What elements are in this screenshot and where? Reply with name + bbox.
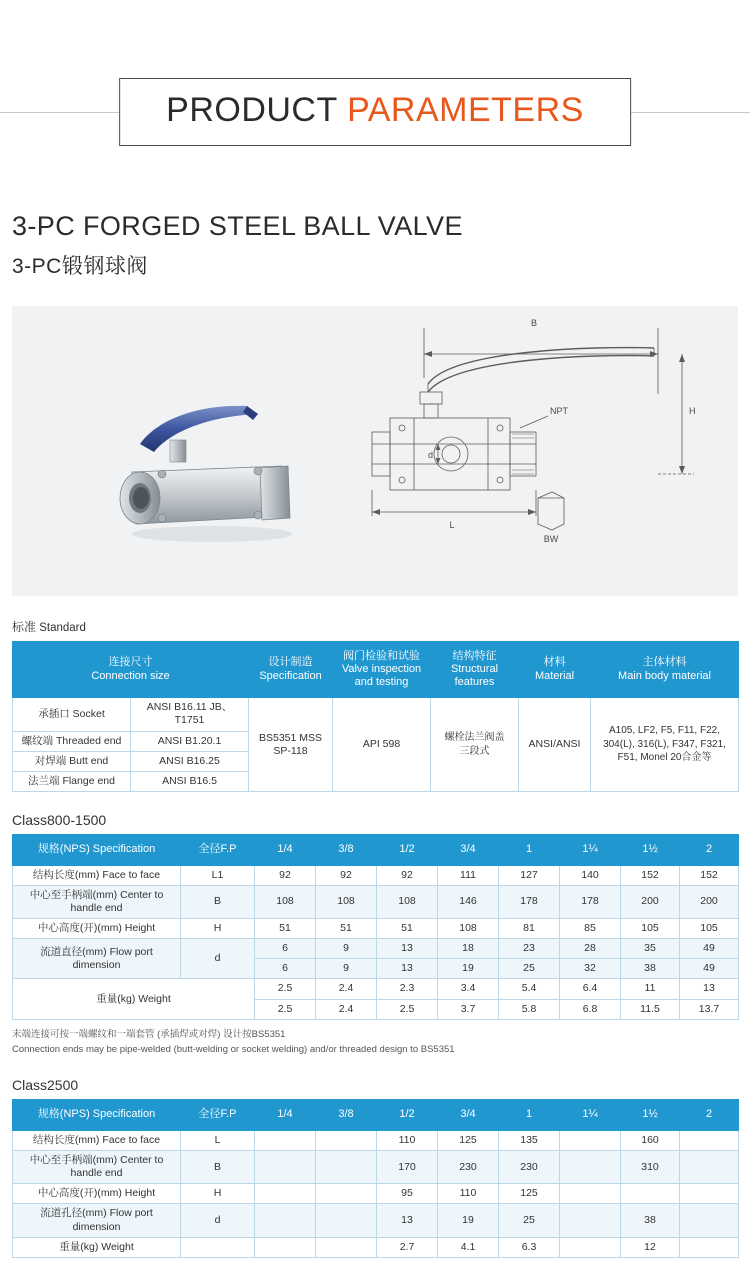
- c2500-header-3: 3/8: [316, 1100, 377, 1131]
- c800-cell: 49: [680, 959, 739, 979]
- c2500-cell: 25: [499, 1204, 560, 1237]
- c2500-header-7: 1¼: [560, 1100, 621, 1131]
- c2500-cell: 125: [499, 1184, 560, 1204]
- c2500-row-code-0: L: [181, 1130, 255, 1150]
- c800-cell: 6.4: [560, 979, 621, 999]
- c2500-cell: 110: [377, 1130, 438, 1150]
- c800-cell: 32: [560, 959, 621, 979]
- c2500-row-label-3: 流道孔径(mm) Flow port dimension: [13, 1204, 181, 1237]
- drawing-label-b: B: [530, 317, 538, 328]
- c800-cell: 13: [377, 939, 438, 959]
- page-title: [166, 93, 584, 127]
- c2500-row-code-2: H: [181, 1184, 255, 1204]
- c800-row-code-3: d: [181, 939, 255, 979]
- c2500-cell: [680, 1130, 739, 1150]
- c2500-header-9: 2: [680, 1100, 739, 1131]
- table-row: [13, 1151, 739, 1184]
- c800-header-8: 1½: [621, 834, 680, 865]
- table-row: [13, 698, 739, 731]
- c800-cell: 108: [255, 885, 316, 918]
- c800-header-9: 2: [680, 834, 739, 865]
- c800-row-label-2: 中心高度(开)(mm) Height: [13, 919, 181, 939]
- c2500-row-code-4: [181, 1237, 255, 1257]
- c2500-header-6: 1: [499, 1100, 560, 1131]
- c800-cell: 92: [255, 865, 316, 885]
- class800-table: [12, 834, 739, 1020]
- c2500-cell: 230: [438, 1151, 499, 1184]
- c2500-cell: [560, 1151, 621, 1184]
- product-title-en: 3-PC FORGED STEEL BALL VALVE: [12, 211, 463, 241]
- c2500-cell: [680, 1237, 739, 1257]
- std-row-label-0: 承插口 Socket: [13, 698, 131, 731]
- banner-box: [119, 78, 631, 146]
- c800-cell: 2.5: [377, 999, 438, 1019]
- c800-cell: 51: [255, 919, 316, 939]
- c2500-cell: 230: [499, 1151, 560, 1184]
- c800-cell: 9: [316, 939, 377, 959]
- c2500-cell: 6.3: [499, 1237, 560, 1257]
- c800-cell: 6: [255, 939, 316, 959]
- c2500-cell: [316, 1184, 377, 1204]
- standard-section-label: [12, 618, 750, 635]
- header-connection-size: 连接尺寸 Connection size: [13, 641, 249, 698]
- header-structural-features: 结构特征 Structural features: [431, 641, 519, 698]
- c800-cell: 178: [499, 885, 560, 918]
- c800-cell: 105: [621, 919, 680, 939]
- c2500-cell: 170: [377, 1151, 438, 1184]
- c800-cell: 152: [621, 865, 680, 885]
- class800-header-row: [13, 834, 739, 865]
- class2500-table: [12, 1099, 739, 1258]
- page-title-accent: PARAMETERS: [347, 91, 584, 129]
- product-image-band: [12, 306, 738, 596]
- table-row: [13, 979, 739, 999]
- class800-notes: [12, 1028, 738, 1058]
- c800-cell: 6: [255, 959, 316, 979]
- c2500-cell: [680, 1184, 739, 1204]
- c800-cell: 49: [680, 939, 739, 959]
- c800-header-5: 3/4: [438, 834, 499, 865]
- standard-label-en: Standard: [39, 621, 86, 634]
- header-inspection: 阀门检验和试验 Valve inspection and testing: [333, 641, 431, 698]
- c800-cell: 2.4: [316, 979, 377, 999]
- c800-row-code-1: B: [181, 885, 255, 918]
- c2500-cell: 19: [438, 1204, 499, 1237]
- c800-cell: 108: [316, 885, 377, 918]
- c2500-cell: [255, 1237, 316, 1257]
- c2500-cell: [255, 1130, 316, 1150]
- drawing-label-npt: NPT: [550, 405, 568, 416]
- c800-row-code-0: L1: [181, 865, 255, 885]
- c2500-cell: 125: [438, 1130, 499, 1150]
- c2500-cell: [316, 1130, 377, 1150]
- c800-cell: 5.8: [499, 999, 560, 1019]
- c800-cell: 200: [621, 885, 680, 918]
- std-row-value-3: ANSI B16.5: [131, 771, 249, 791]
- c2500-cell: 13: [377, 1204, 438, 1237]
- std-row-value-2: ANSI B16.25: [131, 751, 249, 771]
- c2500-cell: 110: [438, 1184, 499, 1204]
- class800-section-label: Class800-1500: [12, 811, 107, 828]
- c800-cell: 13: [680, 979, 739, 999]
- std-body-material-value: A105, LF2, F5, F11, F22, 304(L), 316(L), F347, F321, F51, Monel 20合金等: [591, 698, 739, 792]
- c800-header-0: 规格(NPS) Specification: [13, 834, 181, 865]
- c2500-cell: [316, 1237, 377, 1257]
- c800-cell: 111: [438, 865, 499, 885]
- c800-cell: 2.5: [255, 979, 316, 999]
- c2500-header-2: 1/4: [255, 1100, 316, 1131]
- c2500-header-5: 3/4: [438, 1100, 499, 1131]
- c800-cell: 81: [499, 919, 560, 939]
- c800-cell: 85: [560, 919, 621, 939]
- c800-cell: 105: [680, 919, 739, 939]
- std-spec-value: BS5351 MSS SP-118: [249, 698, 333, 792]
- c2500-header-0: 规格(NPS) Specification: [13, 1100, 181, 1131]
- c800-row-code-2: H: [181, 919, 255, 939]
- drawing-label-d: d: [428, 449, 434, 460]
- table-row: [13, 1237, 739, 1257]
- c2500-row-label-4: 重量(kg) Weight: [13, 1237, 181, 1257]
- c2500-cell: [316, 1151, 377, 1184]
- c2500-cell: 160: [621, 1130, 680, 1150]
- c2500-header-8: 1½: [621, 1100, 680, 1131]
- class2500-section-label: Class2500: [12, 1077, 79, 1094]
- header-material: 材料 Material: [519, 641, 591, 698]
- c800-cell: 92: [377, 865, 438, 885]
- c800-header-7: 1¼: [560, 834, 621, 865]
- c800-cell: 2.3: [377, 979, 438, 999]
- c800-cell: 140: [560, 865, 621, 885]
- c800-row-label-weight: 重量(kg) Weight: [13, 979, 255, 1019]
- c2500-cell: [316, 1204, 377, 1237]
- c2500-header-4: 1/2: [377, 1100, 438, 1131]
- c800-cell: 51: [377, 919, 438, 939]
- c800-cell: 23: [499, 939, 560, 959]
- c800-cell: 108: [377, 885, 438, 918]
- standard-table-header-row: [13, 641, 739, 698]
- c800-cell: 19: [438, 959, 499, 979]
- c800-cell: 11.5: [621, 999, 680, 1019]
- c800-cell: 51: [316, 919, 377, 939]
- drawing-label-h: H: [689, 405, 696, 416]
- c800-header-4: 1/2: [377, 834, 438, 865]
- table-row: [13, 919, 739, 939]
- c2500-cell: [255, 1204, 316, 1237]
- drawing-label-l: L: [449, 519, 455, 530]
- c800-cell: 6.8: [560, 999, 621, 1019]
- header-main-body-material: 主体材料 Main body material: [591, 641, 739, 698]
- c2500-row-label-0: 结构长度(mm) Face to face: [13, 1130, 181, 1150]
- c800-row-label-1: 中心至手柄端(mm) Center to handle end: [13, 885, 181, 918]
- c800-cell: 146: [438, 885, 499, 918]
- note-line-cn: 末端连接可按一端螺纹和一端套管 (承插焊或对焊) 设计按BS5351: [12, 1028, 286, 1040]
- c800-cell: 35: [621, 939, 680, 959]
- drawing-label-bw: BW: [543, 533, 559, 544]
- c800-cell: 28: [560, 939, 621, 959]
- c2500-cell: [680, 1151, 739, 1184]
- table-row: [13, 1130, 739, 1150]
- valve-photo: [62, 348, 352, 558]
- c800-cell: 38: [621, 959, 680, 979]
- page-banner: [0, 52, 750, 172]
- std-material-value: ANSI/ANSI: [519, 698, 591, 792]
- std-row-label-1: 螺纹端 Threaded end: [13, 731, 131, 751]
- std-row-label-3: 法兰端 Flange end: [13, 771, 131, 791]
- c2500-cell: [560, 1204, 621, 1237]
- standard-label-cn: 标准: [12, 619, 37, 634]
- c800-cell: 13.7: [680, 999, 739, 1019]
- c800-cell: 18: [438, 939, 499, 959]
- standard-table: [12, 641, 739, 792]
- c800-cell: 25: [499, 959, 560, 979]
- c2500-row-code-1: B: [181, 1151, 255, 1184]
- table-row: [13, 865, 739, 885]
- c800-header-3: 3/8: [316, 834, 377, 865]
- c800-cell: 11: [621, 979, 680, 999]
- c800-cell: 3.4: [438, 979, 499, 999]
- c800-header-6: 1: [499, 834, 560, 865]
- std-structure-value: 螺栓法兰阀盖 三段式: [431, 698, 519, 792]
- c800-header-2: 1/4: [255, 834, 316, 865]
- c2500-cell: 2.7: [377, 1237, 438, 1257]
- c2500-row-label-2: 中心高度(开)(mm) Height: [13, 1184, 181, 1204]
- c2500-row-code-3: d: [181, 1204, 255, 1237]
- c800-row-label-3: 流道直径(mm) Flow port dimension: [13, 939, 181, 979]
- c2500-cell: [560, 1130, 621, 1150]
- c800-header-1: 全径F.P: [181, 834, 255, 865]
- c2500-cell: [621, 1184, 680, 1204]
- table-row: [13, 885, 739, 918]
- c800-cell: 13: [377, 959, 438, 979]
- c2500-cell: 38: [621, 1204, 680, 1237]
- c800-cell: 9: [316, 959, 377, 979]
- c800-cell: 152: [680, 865, 739, 885]
- page-title-primary: PRODUCT: [166, 91, 348, 129]
- c800-cell: 5.4: [499, 979, 560, 999]
- c2500-cell: 310: [621, 1151, 680, 1184]
- c2500-cell: [560, 1237, 621, 1257]
- c2500-cell: 135: [499, 1130, 560, 1150]
- c2500-row-label-1: 中心至手柄端(mm) Center to handle end: [13, 1151, 181, 1184]
- c800-cell: 92: [316, 865, 377, 885]
- std-inspection-value: API 598: [333, 698, 431, 792]
- product-title-cn: 3-PC锻钢球阀: [12, 254, 148, 278]
- class2500-header-row: [13, 1100, 739, 1131]
- table-row: [13, 1184, 739, 1204]
- c2500-cell: [560, 1184, 621, 1204]
- c800-cell: 108: [438, 919, 499, 939]
- c2500-cell: [255, 1184, 316, 1204]
- c800-cell: 178: [560, 885, 621, 918]
- c800-cell: 200: [680, 885, 739, 918]
- c800-cell: 127: [499, 865, 560, 885]
- std-row-value-1: ANSI B1.20.1: [131, 731, 249, 751]
- bottom-spacer: [0, 1258, 750, 1284]
- c800-row-label-0: 结构长度(mm) Face to face: [13, 865, 181, 885]
- c800-cell: 3.7: [438, 999, 499, 1019]
- product-title-block: [0, 172, 750, 280]
- c2500-cell: 95: [377, 1184, 438, 1204]
- c2500-cell: 12: [621, 1237, 680, 1257]
- std-row-label-2: 对焊端 Butt end: [13, 751, 131, 771]
- note-line-en: Connection ends may be pipe-welded (butt-welding or socket welding) and/or threaded design to BS5351: [12, 1043, 455, 1055]
- c2500-cell: [680, 1204, 739, 1237]
- table-row: [13, 939, 739, 959]
- technical-drawing: [342, 316, 738, 586]
- c2500-cell: 4.1: [438, 1237, 499, 1257]
- c800-cell: 2.4: [316, 999, 377, 1019]
- c2500-cell: [255, 1151, 316, 1184]
- std-row-value-0: ANSI B16.11 JB、 T1751: [131, 698, 249, 731]
- c800-cell: 2.5: [255, 999, 316, 1019]
- table-row: [13, 1204, 739, 1237]
- header-specification: 设计制造 Specification: [249, 641, 333, 698]
- c2500-header-1: 全径F.P: [181, 1100, 255, 1131]
